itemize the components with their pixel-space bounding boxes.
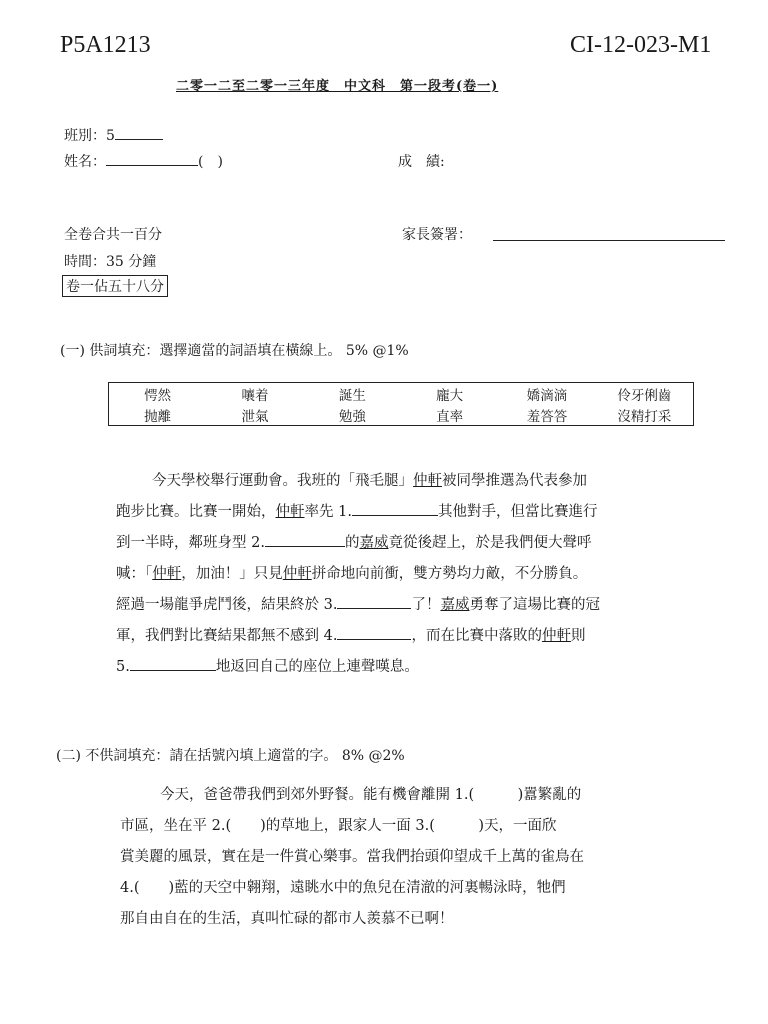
name-underlined: 仲軒 (275, 504, 305, 520)
word-bank-box (108, 382, 694, 426)
section2-heading: (二) 不供詞填充：請在括號內填上適當的字。 8% @2% (56, 748, 405, 764)
answer-blank-3[interactable] (337, 594, 411, 609)
word-bank-item: 沒精打采 (617, 408, 672, 425)
word-bank-item: 泄氣 (241, 408, 269, 425)
score-label: 成 績: (398, 154, 445, 170)
class-blank[interactable] (115, 125, 163, 140)
word-bank-item: 直率 (436, 408, 464, 425)
exam-time: 時間：35 分鐘 (64, 254, 157, 270)
paper-code-left: P5A1213 (60, 32, 151, 58)
word-bank-item: 誕生 (338, 387, 366, 404)
passage-line: 跑步比賽。比賽一開始，仲軒率先 1. 其他對手，但當比賽進行 (116, 497, 597, 528)
name-underlined: 仲軒 (413, 473, 442, 489)
passage-line: 5. 地返回自己的座位上連聲嘆息。 (116, 652, 419, 683)
word-bank-item: 伶牙俐齒 (617, 387, 672, 404)
word-bank-item: 勉強 (338, 408, 366, 425)
exam-title: 二零一二至二零一三年度 中文科 第一段考(卷一) (176, 79, 499, 94)
answer-blank-5[interactable] (130, 656, 216, 671)
word-bank-item: 羞答答 (526, 408, 568, 425)
word-bank-item: 龐大 (436, 387, 464, 404)
word-bank-item: 愕然 (144, 387, 172, 404)
class-field (64, 125, 163, 145)
word-bank-item: 嚷着 (241, 387, 269, 404)
passage-line: 喊：「仲軒，加油！」只見仲軒拼命地向前衝，雙方勢均力敵，不分勝負。 (116, 566, 588, 582)
total-marks: 全卷合共一百分 (64, 227, 162, 243)
parent-sign-line[interactable] (493, 240, 725, 241)
passage-line: 軍，我們對比賽結果都無不感到 4. ，而在比賽中落敗的仲軒則 (116, 621, 585, 652)
section1-passage (116, 466, 706, 686)
section2-passage (120, 780, 710, 940)
paper-share-box: 卷一佔五十八分 (62, 275, 168, 297)
parent-sign-label: 家長簽署： (402, 227, 472, 243)
answer-blank-1[interactable] (352, 501, 438, 516)
section1-heading: (一) 供詞填充：選擇適當的詞語填在橫線上。 5% @1% (60, 343, 409, 359)
word-bank-item: 抛離 (144, 408, 172, 425)
class-label: 班別： (64, 128, 106, 144)
passage-line: 今天學校舉行運動會。我班的「飛毛腿」仲軒被同學推選為代表參加 (152, 473, 587, 489)
class-value: 5 (106, 128, 115, 144)
answer-blank-4[interactable] (337, 625, 411, 640)
paper-code-right: CI-12-023-M1 (570, 32, 712, 58)
passage-line: 市區，坐在平 2.( )的草地上，跟家人一面 3.( )天，一面欣 (120, 818, 557, 834)
passage-line: 賞美麗的風景，實在是一件賞心樂事。當我們抬頭仰望成千上萬的雀鳥在 (120, 849, 584, 865)
passage-line: 今天，爸爸帶我們到郊外野餐。能有機會離開 1.( )囂繁亂的 (160, 787, 582, 803)
passage-line: 4.( )藍的天空中翱翔，遠眺水中的魚兒在清澈的河裏暢泳時，牠們 (120, 880, 566, 896)
name-underlined: 仲軒 (541, 628, 571, 644)
passage-line: 經過一場龍爭虎鬥後，結果終於 3. 了！嘉威勇奪了這場比賽的冠 (116, 590, 600, 621)
name-field (64, 151, 223, 171)
name-underlined: 嘉威 (359, 535, 389, 551)
passage-line: 到一半時，鄰班身型 2. 的嘉威竟從後趕上，於是我們便大聲呼 (116, 528, 591, 559)
name-underlined: 仲軒 (282, 566, 312, 582)
answer-blank-2[interactable] (265, 532, 345, 547)
word-bank-item: 嬌滴滴 (526, 387, 568, 404)
passage-line: 那自由自在的生活，真叫忙碌的都市人羨慕不已啊！ (120, 911, 454, 927)
name-number-paren: ( ) (198, 154, 223, 170)
name-underlined: 嘉威 (440, 597, 470, 613)
name-blank[interactable] (106, 151, 198, 166)
name-underlined: 仲軒 (152, 566, 182, 582)
name-label: 姓名： (64, 154, 106, 170)
